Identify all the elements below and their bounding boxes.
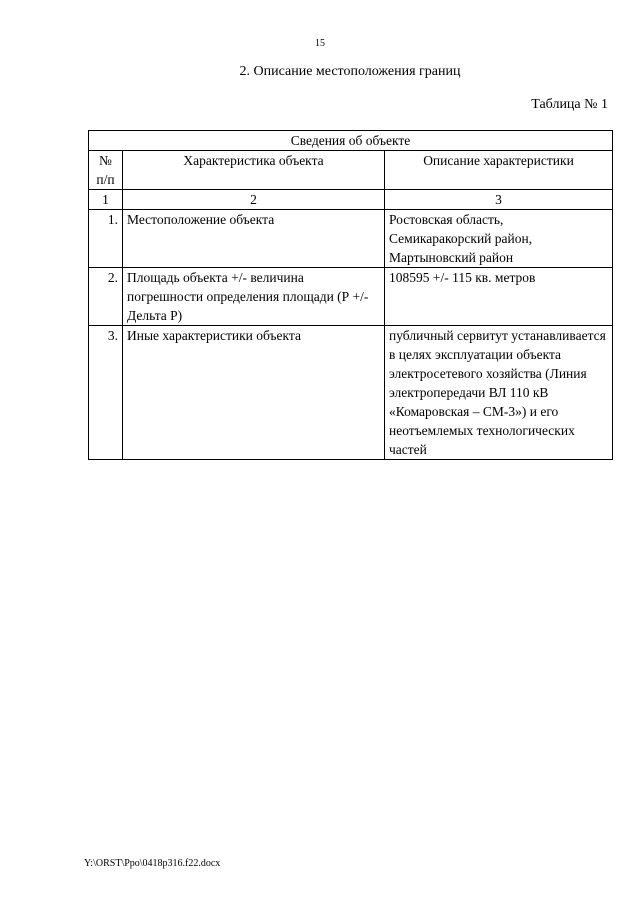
header-number: № п/п: [89, 151, 123, 190]
row-number: 3.: [89, 326, 123, 460]
header-characteristic: Характеристика объекта: [123, 151, 385, 190]
row-characteristic: Местоположение объекта: [123, 210, 385, 268]
footer-file-path: Y:\ORST\Ppo\0418p316.f22.docx: [84, 858, 221, 869]
table-row: [89, 268, 613, 326]
row-number: 2.: [89, 268, 123, 326]
table-label: Таблица № 1: [531, 97, 608, 112]
header-description: Описание характеристики: [385, 151, 613, 190]
row-characteristic: Площадь объекта +/- величина погрешности определения площади (Р +/- Дельта Р): [123, 268, 385, 326]
table-header-row: [89, 151, 613, 190]
row-characteristic: Иные характеристики объекта: [123, 326, 385, 460]
table-row: [89, 326, 613, 460]
row-number: 1.: [89, 210, 123, 268]
row-description: Ростовская область, Семикаракорский район, Мартыновский район: [385, 210, 613, 268]
column-number: 1: [89, 190, 123, 210]
section-title: 2. Описание местоположения границ: [239, 64, 461, 79]
column-number: 3: [385, 190, 613, 210]
row-description: публичный сервитут устанавливается в целях эксплуатации объекта электросетевого хозяйства (Линия электропередачи ВЛ 110 кВ «Комаровская – СМ-3») и его неотъемлемых технологических частей: [385, 326, 613, 460]
table-row: [89, 210, 613, 268]
object-info-table: [88, 130, 613, 460]
column-number-row: [89, 190, 613, 210]
page-number: 15: [315, 38, 325, 49]
table-caption: Сведения об объекте: [89, 131, 613, 151]
table-caption-row: [89, 131, 613, 151]
row-description: 108595 +/- 115 кв. метров: [385, 268, 613, 326]
column-number: 2: [123, 190, 385, 210]
